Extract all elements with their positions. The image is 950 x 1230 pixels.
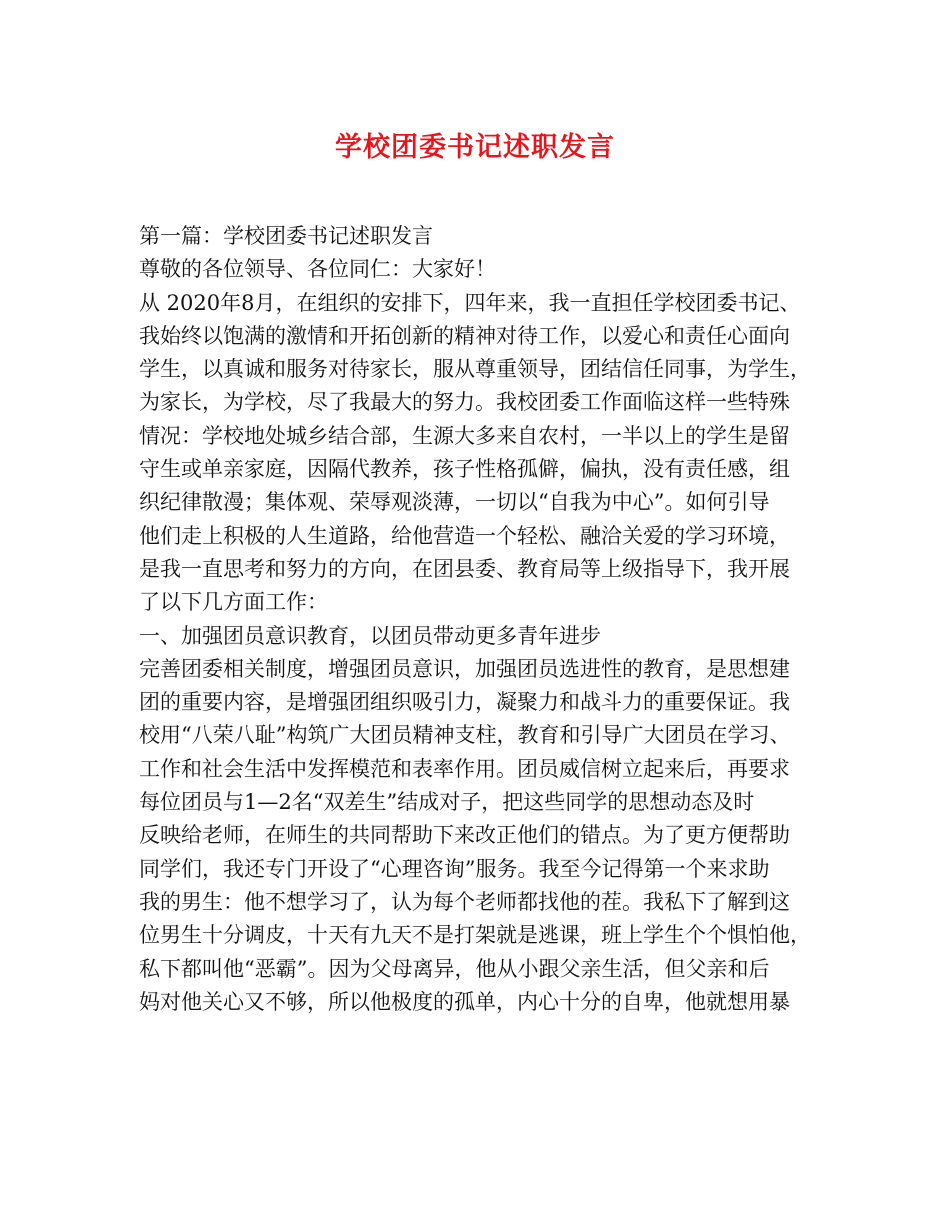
body-line: 第一篇：学校团委书记述职发言 [139,224,433,248]
body-line: 为家长，为学校，尽了我最大的努力。我校团委工作面临这样一些特殊 [139,390,790,415]
body-line: 完善团委相关制度，增强团员意识，加强团员选进性的教育，是思想建 [139,656,790,681]
body-line: 情况：学校地处城乡结合部，生源大多来自农村，一半以上的学生是留 [139,423,790,448]
body-line: 妈对他关心又不够，所以他极度的孤单，内心十分的自卑，他就想用暴 [139,989,790,1014]
body-line: 一、加强团员意识教育，以团员带动更多青年进步 [139,623,601,648]
body-line: 我始终以饱满的激情和开拓创新的精神对待工作，以爱心和责任心面向 [139,323,790,348]
body-line: 反映给老师，在师生的共同帮助下来改正他们的错点。为了更方便帮助 [139,823,790,848]
body-line: 守生或单亲家庭，因隔代教养，孩子性格孤僻，偏执，没有责任感，组 [139,457,790,482]
body-line: 了以下几方面工作： [139,590,328,615]
body-line: 织纪律散漫；集体观、荣辱观淡薄，一切以“自我为中心”。如何引导 [139,490,770,515]
body-line: 学生，以真诚和服务对待家长，服从尊重领导，团结信任同事，为学生， [139,357,811,382]
body-line: 我的男生：他不想学习了，认为每个老师都找他的茬。我私下了解到这 [139,889,790,914]
body-line: 尊敬的各位领导、各位同仁：大家好！ [139,257,496,282]
body-line: 工作和社会生活中发挥模范和表率作用。团员威信树立起来后，再要求 [139,756,790,781]
body-line: 团的重要内容，是增强团组织吸引力，凝聚力和战斗力的重要保证。我 [139,690,790,715]
body-line: 校用“八荣八耻”构筑广大团员精神支柱，教育和引导广大团员在学习、 [139,723,791,748]
body-line: 私下都叫他“恶霸”。因为父母离异，他从小跟父亲生活，但父亲和后 [139,956,770,981]
body-line: 从 2020年8月，在组织的安排下，四年来，我一直担任学校团委书记、 [139,290,801,315]
body-line: 是我一直思考和努力的方向，在团县委、教育局等上级指导下，我开展 [139,556,790,581]
document-title: 学校团委书记述职发言 [335,132,615,163]
body-line: 位男生十分调皮，十天有九天不是打架就是逃课，班上学生个个惧怕他， [139,923,811,948]
body-line: 他们走上积极的人生道路，给他营造一个轻松、融洽关爱的学习环境， [139,523,790,548]
document-body [139,220,829,1019]
body-line: 每位团员与1—2名“双差生”结成对子，把这些同学的思想动态及时 [139,790,755,815]
body-line: 同学们，我还专门开设了“心理咨询”服务。我至今记得第一个来求助 [139,856,770,881]
